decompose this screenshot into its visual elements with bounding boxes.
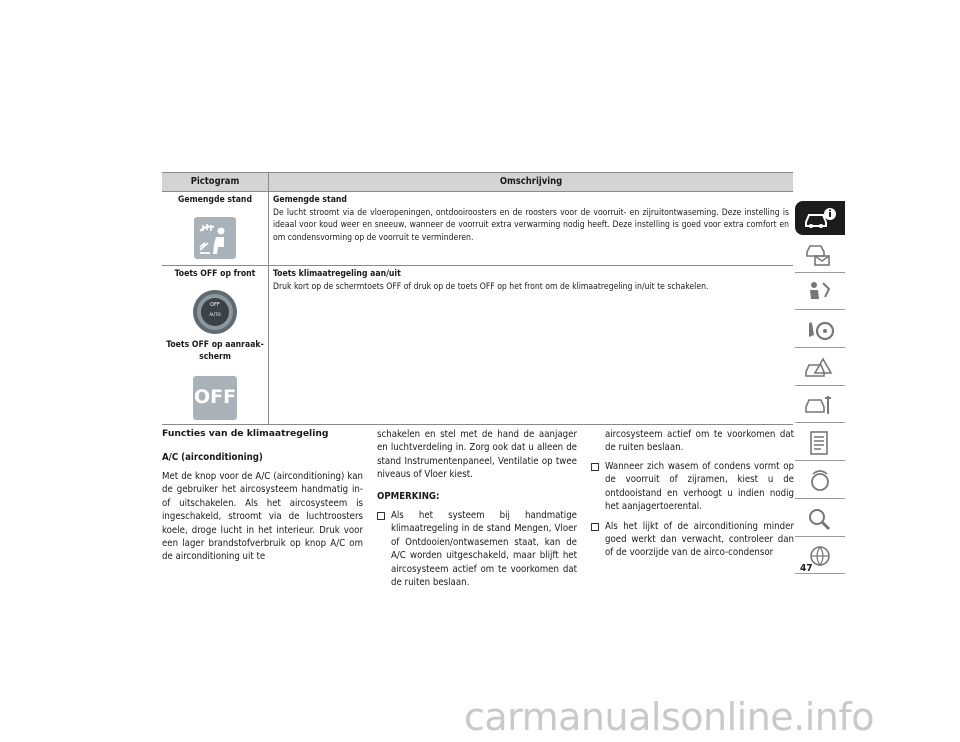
tab-seat-safety[interactable] <box>795 275 845 310</box>
table-row <box>162 192 793 266</box>
column-2-text <box>377 428 577 589</box>
steering-wheel-tab-icon <box>803 317 837 343</box>
pictogram-cell <box>162 266 269 425</box>
tab-specs-list[interactable] <box>795 426 845 461</box>
pictogram-label: Gemengde stand <box>178 195 252 205</box>
watermark: carmanualsonline.info <box>464 695 875 739</box>
bullet-box-icon <box>377 512 385 520</box>
bullet-box-icon <box>591 463 599 471</box>
bullet-item <box>377 509 577 589</box>
language-tab-icon <box>803 543 837 569</box>
subsection-title: A/C (airconditioning) <box>162 452 263 463</box>
tab-car-info[interactable] <box>795 201 845 235</box>
description-text: Druk kort op de schermtoets OFF of druk op de toets OFF op het front om de klimaatregeling in/uit te schakelen. <box>273 281 709 292</box>
bullet-box-icon <box>591 523 599 531</box>
off-button-text: OFF <box>193 386 237 409</box>
tab-steering[interactable] <box>795 313 845 348</box>
tab-car-key[interactable] <box>795 238 845 273</box>
specs-list-tab-icon <box>803 430 837 456</box>
tab-car-service[interactable] <box>795 388 845 423</box>
description-cell <box>269 192 794 266</box>
note-label: OPMERKING: <box>377 490 440 502</box>
tab-car-crash[interactable] <box>795 351 845 386</box>
knob-off-label: OFF <box>210 301 220 308</box>
climate-knob-icon <box>192 289 238 335</box>
col2-paragraph: schakelen en stel met de hand de aanjager en luchtverdeling in. Zorg ook dat u alleen de stand Instrumentenpaneel, Ventilatie op twee niveaus of Vloer kiest. <box>377 429 577 481</box>
bullet-text: Als het systeem bij handmatige klimaatregeling in de stand Mengen, Vloer of Ontdooien/ontwasemen staat, kan de A/C worden uitgeschakeld, maar blijft het aircosysteem actief om te voorkomen dat de ruiten beslaan. <box>391 510 577 589</box>
description-cell <box>269 266 794 425</box>
pictogram-label: Toets OFF op aanraak-scherm <box>166 339 264 363</box>
header-pictogram: Pictogram <box>162 173 269 192</box>
bullet-item <box>591 460 794 514</box>
car-info-tab-icon <box>803 206 837 230</box>
pictogram-cell <box>162 192 269 266</box>
bullet-continued: aircosysteem actief om te voorkomen dat de ruiten beslaan. <box>605 429 794 454</box>
seat-safety-tab-icon <box>803 279 837 305</box>
car-crash-tab-icon <box>803 355 837 381</box>
table-header-row <box>162 173 793 192</box>
car-service-tab-icon <box>803 392 837 418</box>
off-touchscreen-button-icon <box>193 376 237 420</box>
multimedia-tab-icon <box>803 468 837 494</box>
description-title: Toets klimaatregeling aan/uit <box>273 269 401 279</box>
knob-auto-label: AUTO <box>209 311 221 317</box>
search-tab-icon <box>803 506 837 532</box>
tab-multimedia[interactable] <box>795 464 845 499</box>
chapter-tabs <box>795 201 845 577</box>
header-description: Omschrijving <box>269 173 794 192</box>
icon-description-table <box>162 172 793 425</box>
mixed-mode-icon <box>194 217 236 259</box>
tab-search[interactable] <box>795 502 845 537</box>
table-row <box>162 266 793 425</box>
description-title: Gemengde stand <box>273 195 347 205</box>
car-key-tab-icon <box>803 242 837 268</box>
section-title: Functies van de klimaatregeling <box>162 428 329 439</box>
bullet-text: Wanneer zich wasem of condens vormt op de voorruit of zijramen, kiest u de ontdooistand en verhoogt u indien nodig het aanjagertoerental. <box>605 461 794 513</box>
description-text: De lucht stroomt via de vloeropeningen, ontdooiroosters en de roosters voor de voorruit- en zijruitontwaseming. Deze instelling is ideaal voor koud weer en sneeuw, wanneer de voorruit extra verwarming nodig heeft. Deze instelling is goed voor extra comfort en om condensvorming op de voorruit te verminderen. <box>273 207 789 243</box>
bullet-item <box>591 520 794 560</box>
bullet-text: Als het lijkt of de airconditioning minder goed werkt dan verwacht, controleer dan of de voorzijde van de airco-condensor <box>605 520 794 559</box>
column-1-text: Met de knop voor de A/C (airconditioning) kan de gebruiker het aircosysteem handmatig in- of uitschakelen. Als het aircosysteem is ingeschakeld, stroomt via de luchtroosters koele, droge lucht in het interieur. Druk voor een lager brandstofverbruik op knop A/C om de airconditioning uit te <box>162 471 363 563</box>
pictogram-label: Toets OFF op front <box>174 269 256 279</box>
page-number: 47 <box>800 563 813 574</box>
column-3-text <box>591 428 794 560</box>
tab-language[interactable] <box>795 539 845 574</box>
